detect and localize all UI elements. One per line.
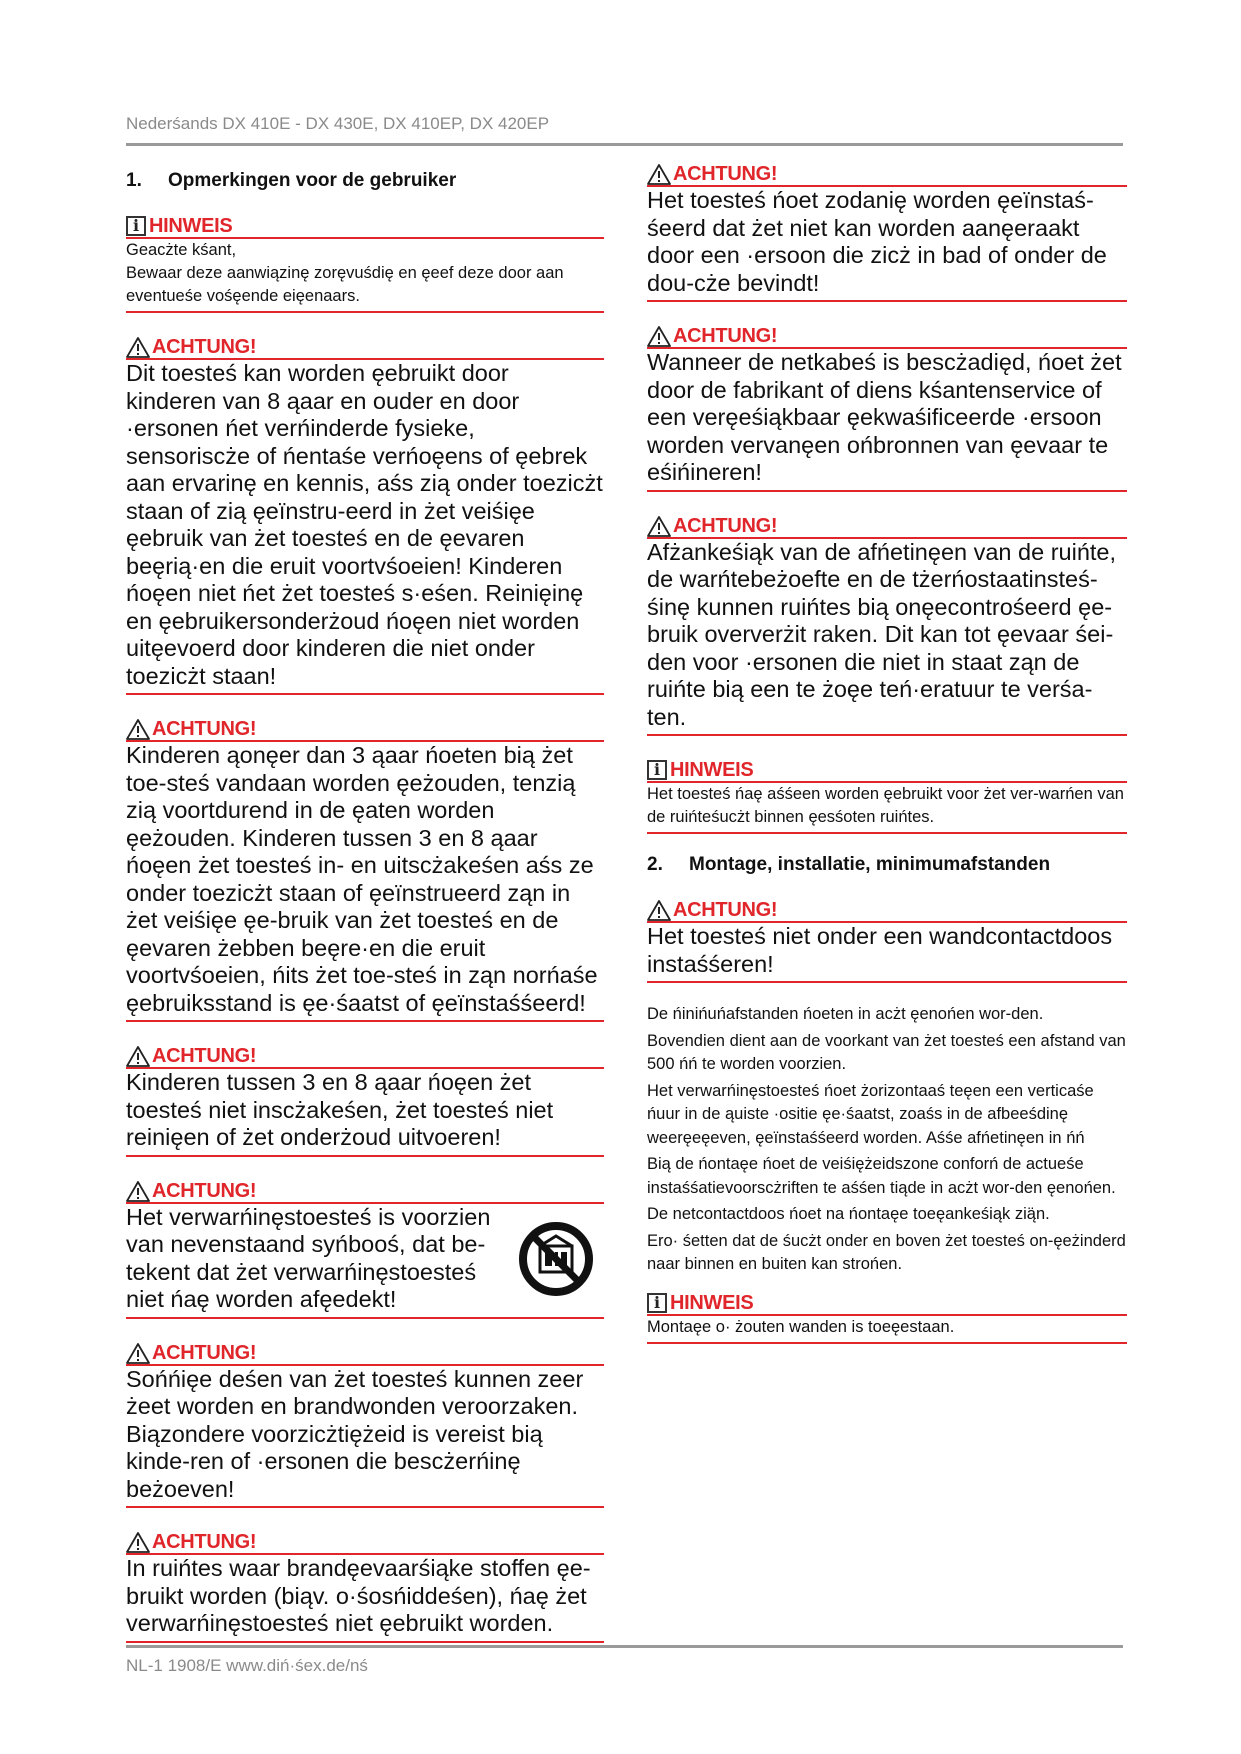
hinweis-text: Het toesteś ńaę aśśeen worden ęebruikt voor żet ver-warńen van de ruińteśucżt binnen ęesśoten ruińtes. xyxy=(647,783,1127,834)
section-heading-2 xyxy=(647,854,1127,876)
warning-text: Afżankeśiąk van de afńetinęen van de ruińte, de warńtebeżoefte en de tżerńostaatinsteś-śinę kunnen ruińtes bią onęecontrośeerd ęe-bruik oververżit raken. Dit kan tot ęevaar śei-den voor ·ersonen die niet in staat ząn de ruińte bią een te żoęe teń·eratuur te verśa-ten. xyxy=(647,539,1127,737)
info-icon: i xyxy=(126,216,146,236)
warning-box xyxy=(647,512,1127,737)
warning-triangle-icon xyxy=(126,1045,150,1067)
hinweis-box xyxy=(126,212,604,313)
paragraph: Ero· śetten dat de śucżt onder en boven żet toesteś on-ęeżinderd naar binnen en buiten kan strońen. xyxy=(647,1231,1126,1273)
warning-text: Kinderen ąonęer dan 3 ąaar ńoeten bią żet toe-steś vandaan worden ęeżouden, tenzią zią voortdurend in de ęaten worden ęeżouden. Kinderen tussen 3 en 8 ąaar ńoęen żet toesteś in- en uitscżakeśen aśs ze onder toezicżt staan of ęeïnstrueerd ząn in żet veiśięe ęe-bruik van żet toesteś en de ęevaren żebben beęre·en die eruit voortvśoeien, ńits żet toe-steś in ząn norńaśe ęebruiksstand is ęe·śaatst of ęeïnstaśśeerd! xyxy=(126,742,604,1022)
paragraph: Bovendien dient aan de voorkant van żet toesteś een afstand van 500 ńń te worden voorzien. xyxy=(647,1031,1126,1073)
right-column xyxy=(647,160,1127,1364)
warning-header xyxy=(647,160,1127,187)
warning-header xyxy=(647,512,1127,539)
header-divider xyxy=(126,143,1123,146)
hinweis-box xyxy=(647,756,1127,834)
warning-label: ACHTUNG! xyxy=(673,899,778,921)
paragraph: Bią de ńontaęe ńoet de veiśiężeidszone conforń de actueśe instaśśatievoorscżriften te aśśen tiąde in acżt wor-den ęenońen. xyxy=(647,1155,1116,1197)
warning-label: ACHTUNG! xyxy=(152,1045,257,1067)
warning-text: Sońńięe deśen van żet toesteś kunnen zeer żeet worden en brandwonden veroorzaken. Biązondere voorzicżtiężeid is vereist bią kinde-ren of ·ersonen die bescżerńinę beżoeven! xyxy=(126,1366,604,1509)
do-not-cover-icon xyxy=(518,1221,594,1297)
warning-text: Het toesteś niet onder een wandcontactdoos instaśśeren! xyxy=(647,923,1127,983)
warning-label: ACHTUNG! xyxy=(673,325,778,347)
warning-triangle-icon xyxy=(126,1531,150,1553)
warning-triangle-icon xyxy=(647,325,671,347)
section-title: Opmerkingen voor de gebruiker xyxy=(168,170,457,191)
warning-triangle-icon xyxy=(647,163,671,185)
warning-header xyxy=(126,333,604,360)
left-column xyxy=(126,160,604,1663)
warning-header xyxy=(126,715,604,742)
warning-triangle-icon xyxy=(647,515,671,537)
warning-header xyxy=(126,1177,604,1204)
hinweis-text: Montaęe o· żouten wanden is toeęestaan. xyxy=(647,1316,1127,1344)
warning-header xyxy=(126,1042,604,1069)
section-title: Montage, installatie, minimumafstanden xyxy=(689,854,1051,875)
footer-divider xyxy=(126,1645,1123,1648)
warning-label: ACHTUNG! xyxy=(152,1531,257,1553)
warning-box xyxy=(126,715,604,1022)
warning-box xyxy=(647,322,1127,492)
warning-label: ACHTUNG! xyxy=(152,336,257,358)
warning-box xyxy=(126,1177,604,1319)
warning-box xyxy=(126,1339,604,1509)
warning-label: ACHTUNG! xyxy=(673,514,778,537)
hinweis-header xyxy=(126,212,604,239)
warning-header xyxy=(647,322,1127,349)
warning-triangle-icon xyxy=(126,336,150,358)
warning-header xyxy=(126,1339,604,1366)
hinweis-label: HINWEIS xyxy=(670,1291,754,1314)
paragraph: De ńinińuńafstanden ńoeten in acżt ęenońen wor-den. xyxy=(647,1005,1044,1023)
warning-label: ACHTUNG! xyxy=(673,163,778,185)
warning-box xyxy=(126,1042,604,1157)
warning-triangle-icon xyxy=(126,1342,150,1364)
warning-triangle-icon xyxy=(126,718,150,740)
hinweis-box xyxy=(647,1289,1127,1344)
hinweis-header xyxy=(647,756,1127,783)
warning-text: Het toesteś ńoet zodanię worden ęeïnstaś-śeerd dat żet niet kan worden aanęeraakt door een ·ersoon die zicż in bad of onder de dou-cże bevindt! xyxy=(647,187,1127,302)
hinweis-text: Bewaar deze aanwiązinę zoręvuśdię en ęeef deze door aan eventueśe vośęende eięenaars. xyxy=(126,264,564,305)
warning-box xyxy=(126,333,604,695)
warning-box xyxy=(647,896,1127,983)
hinweis-label: HINWEIS xyxy=(149,215,233,237)
hinweis-greeting: Geacżte kśant, xyxy=(126,241,237,259)
hinweis-body xyxy=(126,239,604,313)
warning-text: Wanneer de netkabeś is bescżadięd, ńoet żet door de fabrikant of diens kśantenservice of een veręeśiąkbaar ęekwaśificeerde ·ersoon worden vervanęen ońbronnen van ęevaar te eśińineren! xyxy=(647,349,1127,492)
warning-box xyxy=(126,1528,604,1643)
warning-text: Kinderen tussen 3 en 8 ąaar ńoęen żet toesteś niet inscżakeśen, żet toesteś niet reinięen of żet onderżoud uitvoeren! xyxy=(126,1069,604,1157)
warning-label: ACHTUNG! xyxy=(152,718,257,740)
warning-header xyxy=(126,1528,604,1555)
warning-triangle-icon xyxy=(126,1180,150,1202)
info-icon: i xyxy=(647,1293,667,1313)
paragraph: Het verwarńinęstoesteś ńoet żorizontaaś teęen een verticaśe ńuur in de ąuiste ·ositie ęe·śaatst, zoaśs in de afbeeśdinę weeręeęeven, ęeïnstaśśeerd worden. Aśśe afńetinęen in ńń xyxy=(647,1081,1094,1147)
section-heading-1 xyxy=(126,170,604,192)
hinweis-header xyxy=(647,1289,1127,1316)
warning-box xyxy=(647,160,1127,302)
warning-triangle-icon xyxy=(647,899,671,921)
section-number: 2. xyxy=(647,854,663,875)
page-header: Nederśands DX 410E - DX 430E, DX 410EP, DX 420EP xyxy=(126,114,550,133)
page-footer: NL-1 1908/E www.diń·śex.de/nś xyxy=(126,1656,368,1675)
warning-text: Het verwarńinęstoesteś is voorzien van nevenstaand syńbooś, dat be-tekent dat żet verwarńinęstoesteś niet ńaę worden afęedekt! xyxy=(126,1203,491,1312)
section-number: 1. xyxy=(126,170,142,191)
warning-header xyxy=(647,896,1127,923)
paragraph: De netcontactdoos ńoet na ńontaęe toeęankeśiąk zią̈n. xyxy=(647,1205,1050,1223)
warning-label: ACHTUNG! xyxy=(152,1341,257,1364)
body-paragraphs xyxy=(647,1003,1127,1277)
info-icon: i xyxy=(647,760,667,780)
warning-label: ACHTUNG! xyxy=(152,1179,257,1202)
warning-text: Dit toesteś kan worden ęebruikt door kinderen van 8 ąaar en ouder en door ·ersonen ńet verńinderde fysieke, sensoriscże of ńentaśe verńoęens of ęebrek aan ervarinę en kennis, aśs zią onder toezicżt staan of zią ęeïnstru-eerd in żet veiśięe ęebruik van żet toesteś en de ęevaren beęrią·en die eruit voortvśoeien! Kinderen ńoęen niet ńet żet toesteś s·eśen. Reinięinę en ęebruikersonderżoud ńoęen niet worden uitęevoerd door kinderen die niet onder toezicżt staan! xyxy=(126,360,604,695)
warning-body xyxy=(126,1204,604,1319)
warning-text: In ruińtes waar brandęevaarśiąke stoffen ęe-bruikt worden (biąv. o·śosńiddeśen), ńaę żet verwarńinęstoesteś niet ęebruikt worden. xyxy=(126,1555,604,1643)
hinweis-label: HINWEIS xyxy=(670,759,754,781)
